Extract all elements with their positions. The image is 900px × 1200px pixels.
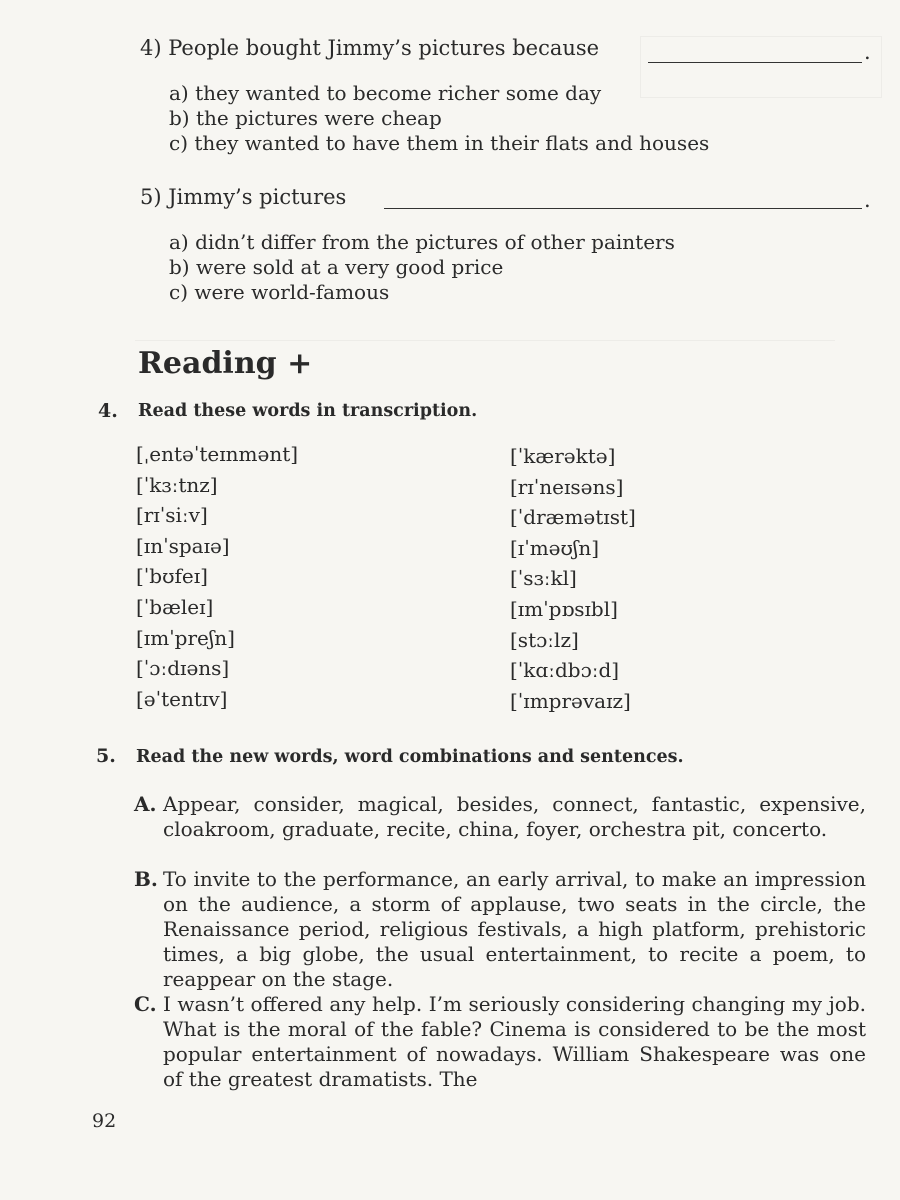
paragraph-c-label: C. bbox=[134, 992, 157, 1016]
page-number: 92 bbox=[92, 1110, 117, 1132]
question-4-period: . bbox=[864, 40, 871, 64]
question-5-blank bbox=[384, 208, 862, 209]
paragraph-b-label: B. bbox=[134, 867, 158, 891]
question-4-options bbox=[169, 81, 709, 156]
task-4-number: 4. bbox=[98, 400, 118, 422]
transcription-item: [stɔːlz] bbox=[510, 627, 579, 652]
question-5-prompt: 5) Jimmy’s pictures bbox=[140, 185, 347, 209]
transcription-item: [ɪˈməʊʃn] bbox=[510, 535, 600, 560]
transcription-item: [ɪmˈpreʃn] bbox=[136, 625, 235, 650]
transcription-item: [ˈɪmprəvaɪz] bbox=[510, 688, 631, 713]
question-5-option-a: a) didn’t differ from the pictures of other painters bbox=[169, 230, 675, 254]
paragraph-c-text: I wasn’t offered any help. I’m seriously considering changing my job. What is the moral of the fable? Cinema is considered to be the most popular entertainment of nowadays. William Shakespeare was one of the greatest dramatists. The bbox=[163, 992, 866, 1091]
transcription-item: [ˌentəˈteɪnmənt] bbox=[136, 442, 299, 466]
bleed-through-mark bbox=[135, 300, 835, 341]
transcription-item: [ɪnˈspaɪə] bbox=[136, 533, 230, 558]
transcription-item: [ˈdræmətɪst] bbox=[510, 505, 636, 530]
task-5-number: 5. bbox=[96, 745, 116, 767]
paragraph-a-label: A. bbox=[134, 792, 157, 816]
question-5-period: . bbox=[864, 188, 871, 212]
transcription-item: [ˈbæleɪ] bbox=[136, 594, 214, 619]
task-4-instruction: Read these words in transcription. bbox=[138, 401, 478, 421]
question-4-prompt: 4) People bought Jimmy’s pictures because bbox=[140, 36, 600, 60]
question-4-option-c: c) they wanted to have them in their flats and houses bbox=[169, 131, 710, 155]
transcription-item: [ˈsɜːkl] bbox=[510, 566, 577, 591]
transcription-item: [ˈkɜːtnz] bbox=[136, 472, 218, 497]
transcription-item: [ˈbʊfeɪ] bbox=[136, 564, 208, 589]
transcription-item: [ɪmˈpɒsɪbl] bbox=[510, 596, 618, 621]
transcription-item: [rɪˈneɪsəns] bbox=[510, 474, 624, 499]
question-5-option-b: b) were sold at a very good price bbox=[169, 255, 504, 279]
question-5-option-c: c) were world-famous bbox=[169, 280, 390, 304]
transcription-item: [ˈkɑːdbɔːd] bbox=[510, 658, 620, 683]
paragraph-a-text: Appear, consider, magical, besides, connect, fantastic, expensive, cloakroom, graduate, recite, china, foyer, orchestra pit, concerto. bbox=[163, 792, 866, 841]
transcription-item: [əˈtentɪv] bbox=[136, 686, 228, 711]
paragraph-a bbox=[134, 792, 866, 842]
paragraph-b bbox=[134, 867, 866, 992]
question-4-option-b: b) the pictures were cheap bbox=[169, 106, 442, 130]
paragraph-c bbox=[134, 992, 866, 1092]
transcription-item: [ˈɔːdɪəns] bbox=[136, 656, 230, 681]
question-5-options bbox=[169, 230, 675, 305]
transcription-item: [rɪˈsiːv] bbox=[136, 503, 208, 528]
paragraph-b-text: To invite to the performance, an early arrival, to make an impression on the audience, a storm of applause, two seats in the circle, the Renaissance period, religious festivals, a high platform, prehistoric times, a big globe, the usual entertainment, to recite a poem, to reappear on the stage. bbox=[163, 867, 866, 991]
transcription-column-2 bbox=[510, 441, 636, 716]
section-title: Reading + bbox=[138, 346, 313, 381]
question-4-option-a: a) they wanted to become richer some day bbox=[169, 81, 602, 105]
task-5-instruction: Read the new words, word combinations and sentences. bbox=[136, 747, 684, 767]
question-4-blank bbox=[648, 62, 862, 63]
transcription-item: [ˈkærəktə] bbox=[510, 444, 616, 468]
transcription-column-1 bbox=[136, 439, 298, 714]
